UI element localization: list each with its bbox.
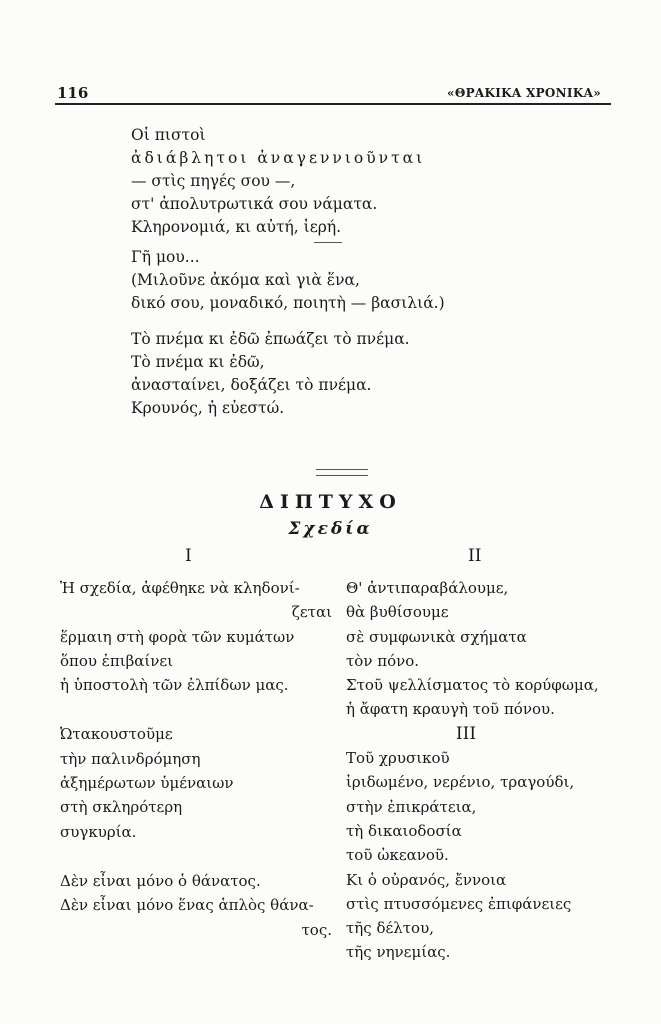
poem-line: Οἱ πιστοὶ xyxy=(131,126,206,144)
poem-line: ζεται xyxy=(291,603,332,622)
poem-line: τοῦ ὠκεανοῦ. xyxy=(346,846,449,865)
poem-line: τῆς δέλτου, xyxy=(346,919,434,938)
poem-line: (Μιλοῦνε ἀκόμα καὶ γιὰ ἕνα, xyxy=(131,271,360,289)
column-subheading: III xyxy=(455,723,477,744)
poem-line: Τοῦ χρυσικοῦ xyxy=(346,749,450,768)
poem-line: Κρουνός, ἡ εὐεστώ. xyxy=(131,399,285,417)
section-title: ΔΙΠΤΥΧΟ xyxy=(259,491,402,513)
running-head: «ΘΡΑΚΙΚΑ ΧΡΟΝΙΚΑ» xyxy=(447,86,601,100)
right-column xyxy=(346,576,616,965)
poem xyxy=(131,124,445,420)
poem-line: Θ' ἀντιπαραβάλουμε, xyxy=(346,579,509,597)
poem-line: Κληρονομιά, κι αὐτή, ἱερή. xyxy=(131,218,342,236)
poem-line: θὰ βυθίσουμε xyxy=(346,603,449,622)
poem-line: Ὠτακουστοῦμε xyxy=(60,725,173,744)
poem-line: τὸν πόνο. xyxy=(346,651,420,670)
page-number: 116 xyxy=(57,84,89,102)
poem-line: Τὸ πνέμα κι ἐδῶ ἐπωάζει τὸ πνέμα. xyxy=(131,330,410,348)
left-column xyxy=(60,576,332,942)
column-heading-right: II xyxy=(468,546,482,566)
poem-line: Δὲν εἶναι μόνο ἕνας ἁπλὸς θάνα- xyxy=(60,896,314,915)
poem-line: στ' ἀπολυτρωτικά σου νάματα. xyxy=(131,195,378,213)
poem-line: Τὸ πνέμα κι ἐδῶ, xyxy=(131,353,265,371)
poem-line: Στοῦ ψελλίσματος τὸ κορύφωμα, xyxy=(346,676,599,695)
poem-line: ἰριδωμένο, νερένιο, τραγούδι, xyxy=(346,773,575,792)
poem-line: Κι ὁ οὐρανός, ἔννοια xyxy=(346,870,507,889)
section-subtitle: Σχεδία xyxy=(288,519,373,539)
poem-line: στὴν ἐπικράτεια, xyxy=(346,797,477,816)
section-divider xyxy=(314,242,342,243)
poem-line: ἡ ἄφατη κραυγὴ τοῦ πόνου. xyxy=(346,700,555,719)
poem-line: — στὶς πηγές σου —, xyxy=(131,172,296,190)
poem-line: στὴ σκληρότερη xyxy=(60,798,183,817)
poem-line: συγκυρία. xyxy=(60,822,137,841)
poem-line: Ἡ σχεδία, ἀφέθηκε νὰ κληδονί- xyxy=(60,579,300,597)
poem-line: τὴ δικαιοδοσία xyxy=(346,821,462,840)
poem-line: στὶς πτυσσόμενες ἐπιφάνειες xyxy=(346,894,572,913)
column-heading-left: I xyxy=(185,546,192,566)
poem-line: ὅπου ἐπιβαίνει xyxy=(60,651,174,670)
poem-line: ἀνασταίνει, δοξάζει τὸ πνέμα. xyxy=(131,376,372,394)
poem-line: δικό σου, μοναδικό, ποιητὴ — βασιλιά.) xyxy=(131,294,445,312)
poem-line: Γῆ μου... xyxy=(131,248,200,266)
poem-line: Δὲν εἶναι μόνο ὁ θάνατος. xyxy=(60,871,261,890)
poem-line: σὲ συμφωνικὰ σχήματα xyxy=(346,627,527,646)
poem-line: ἀδιάβλητοι ἀναγεννιοῦνται xyxy=(131,149,426,167)
poem-line: τῆς νηνεμίας. xyxy=(346,943,451,962)
section-divider xyxy=(316,469,368,476)
poem-line: ἕρμαιη στὴ φορὰ τῶν κυμάτων xyxy=(60,627,295,646)
header-rule xyxy=(55,103,611,105)
poem-line: ἀξημέρωτων ὑμέναιων xyxy=(60,774,234,793)
poem-line: ἡ ὑποστολὴ τῶν ἐλπίδων μας. xyxy=(60,676,289,695)
poem-line: τος. xyxy=(301,920,332,939)
poem-line: τὴν παλινδρόμηση xyxy=(60,749,201,768)
